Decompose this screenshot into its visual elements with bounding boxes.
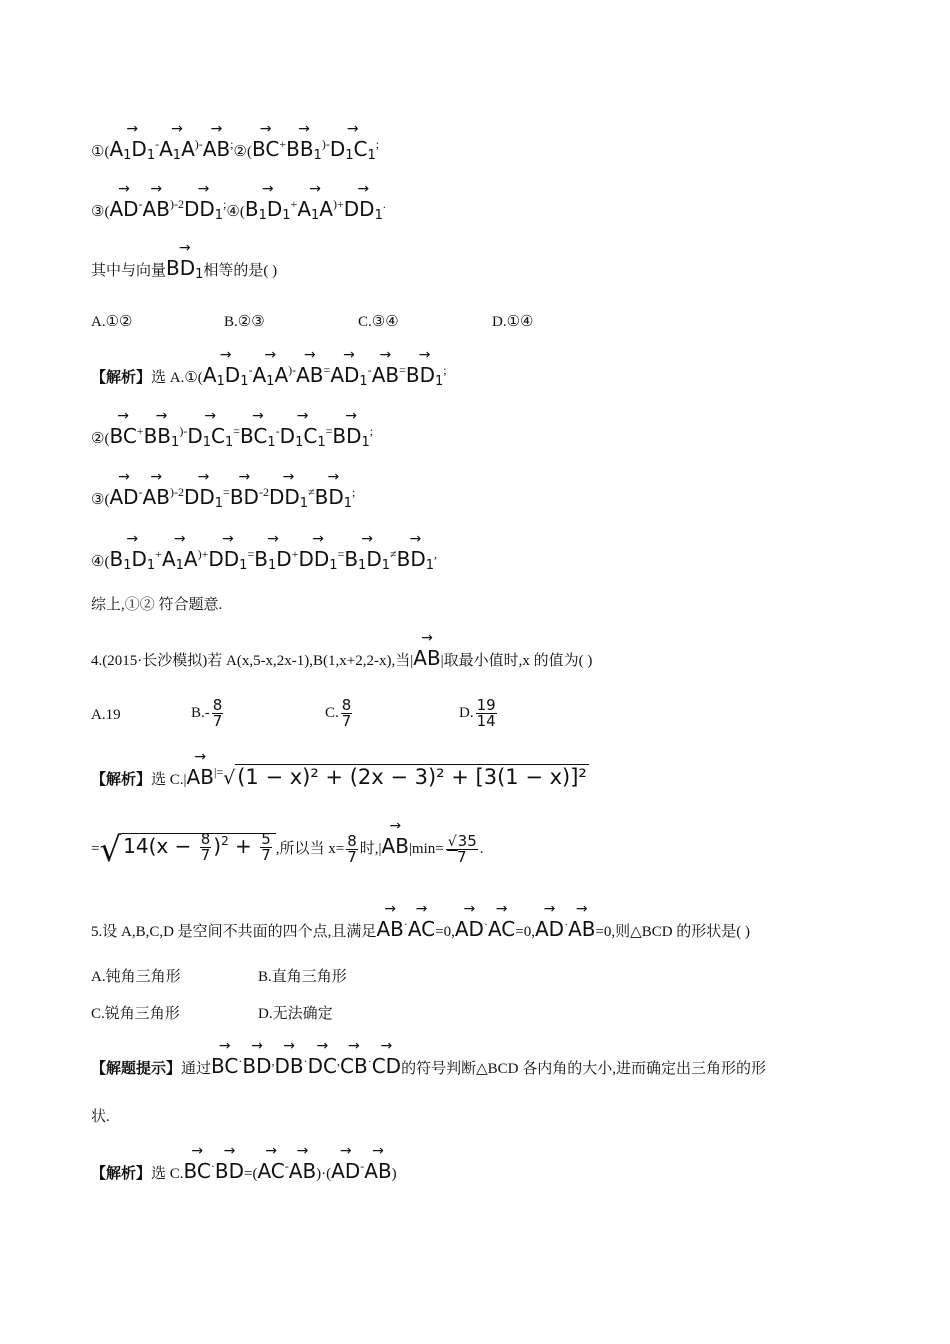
q4-analysis-line-2: =√ 14(x − $\frac{8}{7}$ )$^2$ + $\frac{5}{7}$ ,所以当 x= $\frac{8}{7}$ 时,|→ AB|min= $\frac{√35}{7}$ . [91, 832, 484, 867]
q5-hint: 【解题提示】通过→ BC·→ BD,→ DB·→ DC,→ CB·→ CD的符号判断△BCD 各内角的大小,进而确定出三角形的形 [91, 1055, 766, 1077]
q5-hint-suffix: 的符号判断△BCD 各内角的大小,进而确定出三角形的形 [401, 1061, 766, 1077]
q3-analysis-intro: 选 A. [151, 370, 185, 386]
q4-line2-mid: ,所以当 x= [275, 841, 345, 857]
q3-option-a: A.①② [91, 314, 133, 330]
q3-items-line-2: ③(→ $AD^-\to AB^{)-2}\to$ $DD_1^;④(\to B_1D_1^+\to A_1A^{)+}\to DD_1^.$ [91, 198, 386, 222]
q5-option-c: C.锐角三角形 [91, 1006, 180, 1022]
q3-question: 其中与向量→ $BD_1$相等的是( ) [91, 258, 277, 281]
q5-option-b: B.直角三角形 [258, 969, 347, 985]
q3-conclusion: 综上,①② 符合题意. [91, 597, 223, 613]
q5-option-a: A.钝角三角形 [91, 969, 181, 985]
q5-stem: 5.设 A,B,C,D 是空间不共面的四个点,且满足→ AB·→ AC=0,→ AD·→ AC=0,→ AD·→ AB=0,则△BCD 的形状是( ) [91, 918, 750, 940]
q5-hint-line-2: 状. [91, 1109, 110, 1125]
q4-options [0, 698, 950, 738]
q3-analysis-line-1: 【解析】选 A.①(→ $A_1D_1^-\to A_1A^{)-}\to AB^=\to AD_1^-\to AB^=\to BD_1^;$ [91, 364, 447, 388]
q5-options [0, 970, 950, 1030]
q5-stem-suffix: =0,则△BCD 的形状是( ) [595, 924, 751, 940]
q5-analysis: 【解析】选 C.→ BC·→ BD=(→ AC-→ AB)·(→ AD-→ AB) [91, 1160, 397, 1182]
q5-analysis-intro: 选 C. [151, 1166, 184, 1182]
q3-option-b: B.②③ [224, 314, 265, 330]
q4-stem-suffix: |取最小值时,x 的值为( ) [440, 653, 593, 669]
q4-stem: 4.(2015·长沙模拟)若 A(x,5-x,2x-1),B(1,x+2,2-x),当|→ AB|取最小值时,x 的值为( ) [91, 648, 592, 669]
q3-analysis-line-3: ③(→ $AD^-\to AB^{)-2}\to DD_1^=\to BD^{-2}\to DD_1^\ne\to BD_1^;$ [91, 486, 355, 510]
q3-question-suffix: 相等的是( ) [203, 263, 278, 279]
q3-analysis-line-4: ④(→ $B_1D_1^+\to A_1A^{)+}\to DD_1^=\to B_1D^+\to DD_1^=\to B_1D_1^\ne\to BD_1^,$ [91, 548, 437, 572]
q4-analysis-line-1: 【解析】选 C.|→ AB|=√(1 − x)² + (2x − 3)² + [3(1 − x)]² [91, 766, 589, 788]
q3-analysis-line-2: ②(→ $BC^+\to BB_1^{)-}\to D_1C_1^=\to BC_1^-\to D_1C_1^=\to BD_1^;$ [91, 425, 373, 449]
q3-question-prefix: 其中与向量 [91, 263, 167, 279]
q3-option-d: D.①④ [492, 314, 534, 330]
q5-analysis-label: 【解析】 [91, 1166, 152, 1182]
q3-analysis-label: 【解析】 [91, 370, 152, 386]
q5-hint-prefix: 通过 [181, 1061, 212, 1077]
q4-line2-min: |min= [408, 841, 444, 857]
q3-option-c: C.③④ [358, 314, 399, 330]
q4-stem-prefix: 4.(2015·长沙模拟)若 A(x,5-x,2x-1),B(1,x+2,2-x),当| [91, 653, 414, 669]
q4-option-d: D. $\frac{19}{14}$ [459, 696, 496, 730]
q4-option-a: A.19 [91, 707, 121, 723]
q4-option-c: C. $\frac{8}{7}$ [325, 696, 352, 730]
q5-hint-label: 【解题提示】 [91, 1061, 182, 1077]
q4-line2-when: 时,| [359, 841, 382, 857]
q5-option-d: D.无法确定 [258, 1006, 333, 1022]
q3-items-line-1: ①(→ $A_1D_1^-\to A_1A^{)-}\to$ AB;②(→ $BC^+\to BB_1^{)-}\to D_1C_1^;$ [91, 138, 379, 162]
q4-option-b: B.- $\frac{8}{7}$ [191, 696, 223, 730]
q4-analysis-label: 【解析】 [91, 772, 152, 788]
q4-analysis-intro: 选 C.| [151, 772, 187, 788]
q4-sqrt-expression: (1 − x)² + (2x − 3)² + [3(1 − x)]² [237, 765, 587, 789]
q5-stem-prefix: 5.设 A,B,C,D 是空间不共面的四个点,且满足 [91, 924, 377, 940]
